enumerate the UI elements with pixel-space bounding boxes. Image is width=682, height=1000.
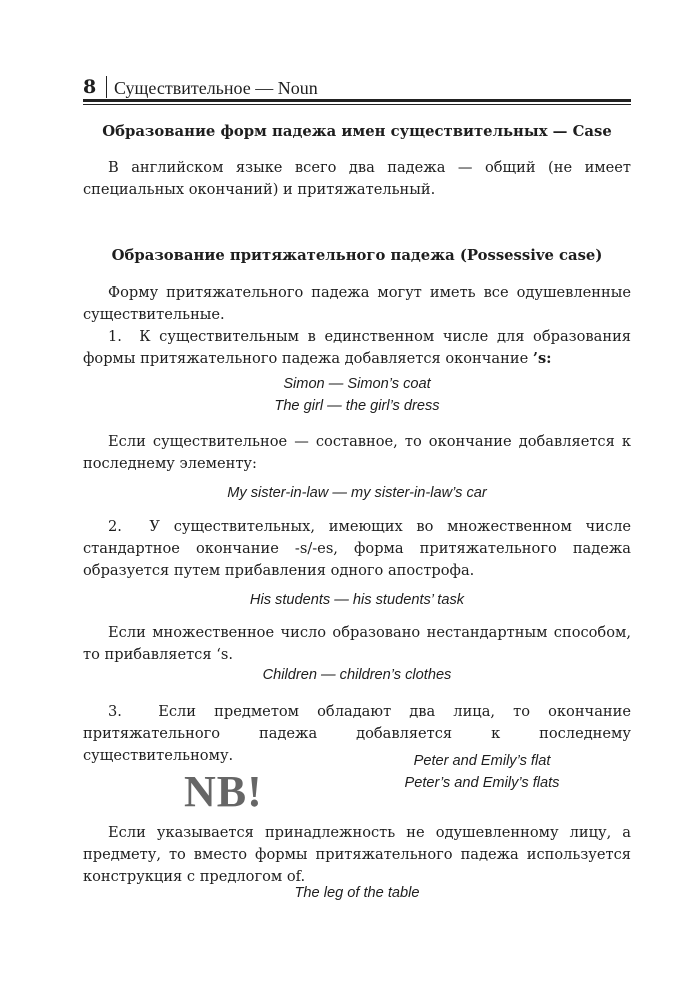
paragraph-intro: Форму притяжательного падежа могут иметь все одушевленные существительные. [83,284,631,323]
rule-1 [83,326,631,370]
paragraph-compound: Если существительное — составное, то окончание добавляется к последнему элементу: [83,433,631,472]
paragraph-irregular: Если множественное число образовано нестандартным способом, то прибавляется ‘s. [83,624,631,663]
paragraph-two-cases: В английском языке всего два падежа — общий (не имеет специальных окончаний) и притяжательный. [83,159,631,198]
header-separator [106,76,107,98]
rule-1-text: К существительным в единственном числе для образования формы притяжательного падежа добавляется окончание [83,328,631,367]
rule-3-text: Если предметом обладают два лица, то окончание притяжательного падежа добавляется к последнему существительному. [83,703,631,764]
rule-1-number: 1. [108,328,122,345]
example-peter-emily-flat: Peter and Emily’s flat [413,753,551,769]
rule-3-number: 3. [108,703,122,720]
header-rule-thick [83,99,631,102]
section-heading-possessive: Образование притяжательного падежа (Possessive case) [111,247,603,264]
example-girl: The girl — the girl’s dress [274,398,440,414]
example-peter-emily-flats: Peter’s and Emily’s flats [404,775,560,791]
example-children: Children — children’s clothes [262,667,452,683]
page-number: 8 [83,76,97,98]
rule-2-number: 2. [108,518,122,535]
example-students: His students — his students’ task [249,592,465,608]
rule-1-ending: ’s: [532,350,552,367]
running-header [83,74,631,100]
example-table: The leg of the table [294,885,420,901]
rule-2 [83,516,631,582]
example-simon: Simon — Simon’s coat [283,376,431,392]
running-title: Существительное — Noun [114,78,318,98]
paragraph-inanimate: Если указывается принадлежность не одушевленному лицу, а предмету, то вместо формы притяжательного падежа используется конструкция с предлогом of. [83,824,631,885]
nb-mark: NB! [184,767,263,816]
rule-2-text: У существительных, имеющих во множественном числе стандартное окончание -s/-es, форма притяжательного падежа образуется путем прибавления одного апострофа. [83,518,631,579]
example-sister-in-law: My sister-in-law — my sister-in-law’s car [227,485,487,501]
header-rule-thin [83,104,631,105]
section-heading-case: Образование форм падежа имен существительных — Case [102,123,612,140]
